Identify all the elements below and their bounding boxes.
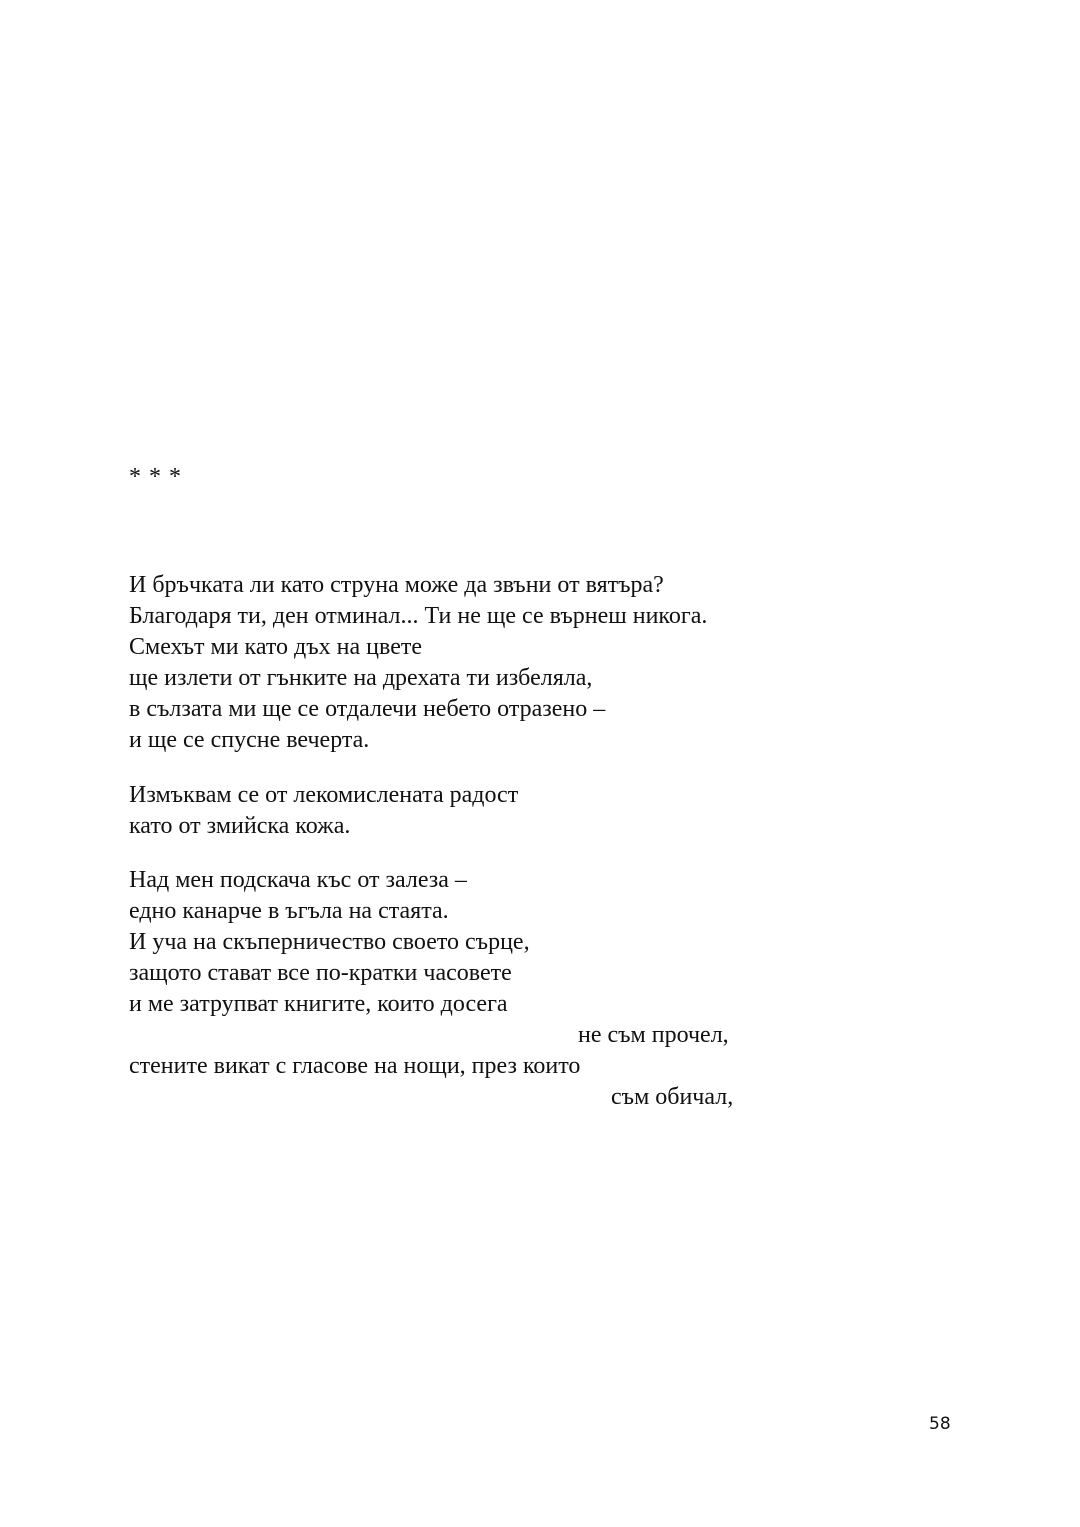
poem-line: Смехът ми като дъх на цвете (129, 634, 422, 660)
poem-line: Измъквам се от лекомислената радост (129, 782, 519, 808)
stanza-2 (129, 780, 518, 842)
poem-line: Над мен подскача къс от залеза – (129, 867, 467, 893)
poem-line: и ме затрупват книгите, които досега (129, 991, 508, 1017)
poem-line: И уча на скъперничество своето сърце, (129, 929, 530, 955)
poem-line: едно канарче в ъгъла на стаята. (129, 898, 449, 924)
poem-line: защото стават все по-кратки часовете (129, 960, 512, 986)
poem-line: И бръчката ли като струна може да звъни от вятъра? (129, 572, 664, 598)
poem-line: Благодаря ти, ден отминал... Ти не ще се върнеш никога. (129, 603, 708, 629)
stanza-3 (129, 865, 733, 1113)
poem-line-indented: съм обичал, (611, 1084, 734, 1110)
poem-line: стените викат с гласове на нощи, през които (129, 1053, 581, 1079)
page-number: 58 (929, 1414, 951, 1434)
poem-line: и ще се спусне вечерта. (129, 727, 370, 753)
poem-line-indented: не съм прочел, (578, 1022, 729, 1048)
stanza-1 (129, 570, 707, 756)
poem-line: в сълзата ми ще се отдалечи небето отразено – (129, 696, 606, 722)
poem-line: ще излети от гънките на дрехата ти избеляла, (129, 665, 593, 691)
poem-separator: * * * (129, 464, 182, 490)
poem-line: като от змийска кожа. (129, 813, 351, 839)
